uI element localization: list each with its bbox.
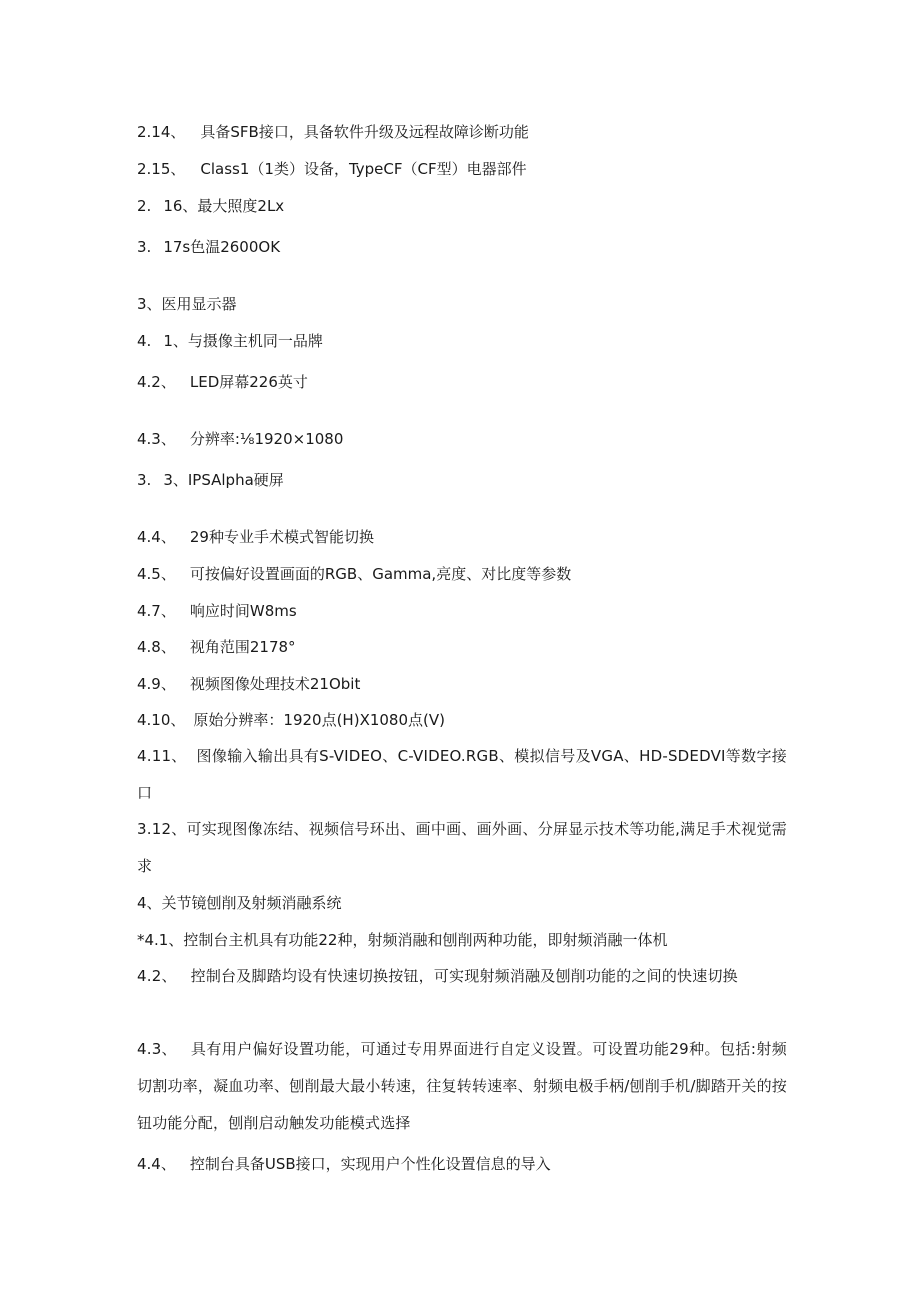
item-text: 29种专业手术模式智能切换 [189, 528, 374, 546]
item-text: 原始分辨率：1920点(H)X1080点(V) [193, 711, 445, 729]
spec-line-4-3 [137, 430, 787, 448]
item-number: 4.2、 [137, 967, 177, 985]
item-number: 2. [137, 197, 152, 215]
item-number: 4.7、 [137, 602, 176, 620]
item-number: 4.4、 [137, 1155, 176, 1173]
item-text: 具备SFB接口，具备软件升级及远程故障诊断功能 [200, 123, 529, 141]
item-number: 4.9、 [137, 675, 176, 693]
spec-line-4-4 [137, 528, 787, 546]
spec-line-4-7 [137, 602, 787, 620]
spec-line-arthro-4-2 [137, 958, 787, 995]
spec-line-4-1-star [137, 931, 787, 949]
item-text: 控制台具备USB接口，实现用户个性化设置信息的导入 [189, 1155, 551, 1173]
item-number: 3. [137, 238, 152, 256]
spec-line-4-9 [137, 675, 787, 693]
item-number: 4. [137, 332, 152, 350]
item-text: 视角范围2178° [189, 638, 296, 656]
spec-line-arthro-4-4 [137, 1155, 787, 1173]
spec-line-4-10 [137, 711, 787, 729]
item-text: *4.1、控制台主机具有功能22种，射频消融和刨削两种功能，即射频消融一体机 [137, 931, 668, 949]
item-text: 分辨率:⅛1920×1080 [189, 430, 344, 448]
item-number: 4.3、 [137, 1040, 177, 1058]
spec-line-4-5 [137, 565, 787, 583]
spec-line-4-2 [137, 373, 787, 391]
item-text: 3、医用显示器 [137, 295, 237, 313]
spec-line-arthro-4-3 [137, 1031, 787, 1142]
item-number: 2.14、 [137, 123, 186, 141]
item-number: 3. [137, 471, 152, 489]
item-text: 响应时间W8ms [189, 602, 297, 620]
item-number: 2.15、 [137, 160, 186, 178]
item-text: 16、最大照度2Lx [163, 197, 285, 215]
section-heading-medical-display [137, 295, 787, 313]
item-number: 4.3、 [137, 430, 176, 448]
item-number: 4.5、 [137, 565, 176, 583]
spec-line-2-14 [137, 123, 787, 141]
spec-line-4-8 [137, 638, 787, 656]
spec-line-4-1 [137, 332, 787, 350]
section-heading-arthroscopy-system [137, 894, 787, 912]
spec-line-2-15 [137, 160, 787, 178]
item-number: 4.8、 [137, 638, 176, 656]
item-text: 可按偏好设置画面的RGB、Gamma,亮度、对比度等参数 [189, 565, 572, 583]
spec-line-3-12 [137, 811, 787, 885]
item-text: 4、关节镜刨削及射频消融系统 [137, 894, 342, 912]
item-number: 4.4、 [137, 528, 176, 546]
spec-line-3-17 [137, 238, 787, 256]
item-text: 1、与摄像主机同一品牌 [163, 332, 323, 350]
spec-line-2-16 [137, 197, 787, 215]
item-number: 4.11、 [137, 747, 187, 765]
item-text: Class1（1类）设备，TypeCF（CF型）电器部件 [200, 160, 527, 178]
item-text: 17s色温2600OK [163, 238, 281, 256]
item-number: 4.10、 [137, 711, 186, 729]
item-text: 图像输入输出具有S-VIDEO、C-VIDEO.RGB、模拟信号及VGA、HD-SDEDVI等数字接口 [137, 747, 787, 802]
item-number: 4.2、 [137, 373, 176, 391]
item-text: 视频图像处理技术21Obit [189, 675, 361, 693]
spec-line-4-11 [137, 738, 787, 812]
item-text: 控制台及脚踏均设有快速切换按钮，可实现射频消融及刨削功能的之间的快速切换 [190, 967, 738, 985]
item-text: 具有用户偏好设置功能，可通过专用界面进行自定义设置。可设置功能29种。包括:射频切割功率，凝血功率、刨削最大最小转速，往复转转速率、射频电极手柄/刨削手机/脚踏开关的按钮功能分配，刨削启动触发功能模式选择 [137, 1040, 787, 1132]
item-text: 3.12、可实现图像冻结、视频信号环出、画中画、画外画、分屏显示技术等功能,满足手术视觉需求 [137, 820, 787, 875]
spec-line-3-3 [137, 471, 787, 489]
item-text: 3、IPSAlpha硬屏 [163, 471, 284, 489]
item-text: LED屏幕226英寸 [189, 373, 308, 391]
